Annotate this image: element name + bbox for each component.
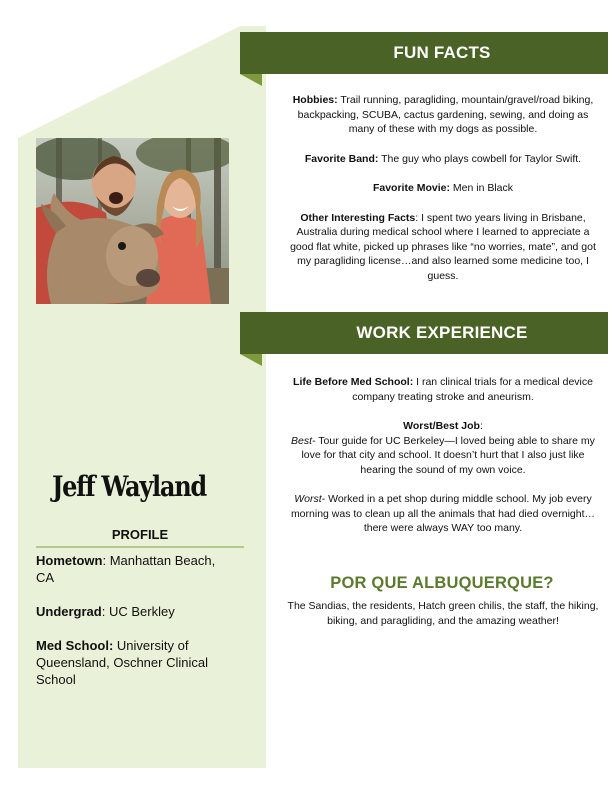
work-experience-banner-tab bbox=[240, 312, 276, 354]
fun-facts-banner: FUN FACTS bbox=[276, 32, 608, 74]
profile-heading: PROFILE bbox=[111, 527, 169, 542]
por-que-text: The Sandias, the residents, Hatch green chilis, the staff, the hiking, biking, and paragliding, and the amazing weather! bbox=[287, 600, 599, 627]
work-experience-banner: WORK EXPERIENCE bbox=[276, 312, 608, 354]
kangaroo-selfie-image bbox=[36, 138, 229, 304]
movie-label: Favorite Movie: bbox=[372, 182, 450, 194]
work-experience-banner-fold bbox=[240, 354, 262, 366]
hometown-sep: : bbox=[102, 553, 110, 568]
hobbies-label: Hobbies: bbox=[292, 94, 338, 106]
best-text: - Tour guide for UC Berkeley—I loved being able to share my love for that city and school. It doesn’t hurt that I also just like hearing the sound of my own voice. bbox=[301, 434, 595, 476]
work-experience-content bbox=[284, 375, 602, 551]
profile-divider bbox=[36, 546, 244, 548]
profile-name: Jeff Wayland bbox=[52, 470, 206, 503]
fun-fact-hobbies bbox=[284, 93, 602, 137]
worst-text: - Worked in a pet shop during middle school. My job every morning was to clean up all the animals that had died overnight…there were always WAY too many. bbox=[290, 493, 596, 534]
fun-facts-banner-tab bbox=[240, 32, 276, 74]
best-label: Best bbox=[291, 434, 313, 447]
work-best-job bbox=[284, 419, 602, 477]
por-que-heading: POR QUE ALBUQUERQUE? bbox=[330, 574, 554, 592]
profile-photo bbox=[36, 138, 229, 304]
before-med-label: Life Before Med School: bbox=[293, 376, 414, 388]
profile-list bbox=[36, 552, 236, 705]
profile-item-med-school bbox=[36, 637, 236, 688]
fun-facts-banner-fold bbox=[240, 74, 262, 86]
fun-facts-content bbox=[284, 93, 602, 298]
undergrad-value: UC Berkley bbox=[108, 604, 175, 619]
work-worst-job bbox=[284, 492, 602, 536]
undergrad-sep: : bbox=[101, 604, 109, 619]
worst-best-label: Worst/Best Job bbox=[403, 420, 480, 432]
profile-item-hometown bbox=[36, 552, 236, 586]
movie-text: Men in Black bbox=[450, 182, 514, 194]
profile-item-undergrad bbox=[36, 603, 236, 620]
med-school-label: Med School: bbox=[36, 638, 114, 653]
other-facts-text: : I spent two years living in Brisbane, Australia during medical school where I learned to appreciate a good flat white, picked up phrases like “no worries, mate”, and got my paragliding license…and also learned some medicine too, I guess. bbox=[290, 211, 596, 282]
hometown-value: Manhattan Beach, CA bbox=[36, 553, 216, 585]
hometown-label: Hometown bbox=[36, 553, 103, 568]
fun-fact-other bbox=[284, 211, 602, 284]
band-text: The guy who plays cowbell for Taylor Swift. bbox=[378, 152, 582, 165]
worst-best-colon: : bbox=[479, 420, 483, 432]
before-med-text: I ran clinical trials for a medical device company treating stroke and aneurism. bbox=[352, 376, 593, 403]
other-facts-label: Other Interesting Facts bbox=[300, 211, 416, 224]
worst-label: Worst bbox=[294, 493, 322, 505]
undergrad-label: Undergrad bbox=[36, 604, 102, 619]
fun-fact-band bbox=[284, 152, 602, 167]
med-school-value: University of Queensland, Oschner Clinical School bbox=[36, 638, 208, 687]
band-label: Favorite Band: bbox=[304, 152, 379, 165]
hobbies-text: Trail running, paragliding, mountain/gravel/road biking, backpacking, SCUBA, cactus gardening, sewing, and doing as many of these with my dogs as possible. bbox=[297, 94, 594, 135]
work-before-med-school bbox=[284, 375, 602, 404]
fun-fact-movie bbox=[284, 181, 602, 196]
por-que-content bbox=[284, 599, 602, 643]
